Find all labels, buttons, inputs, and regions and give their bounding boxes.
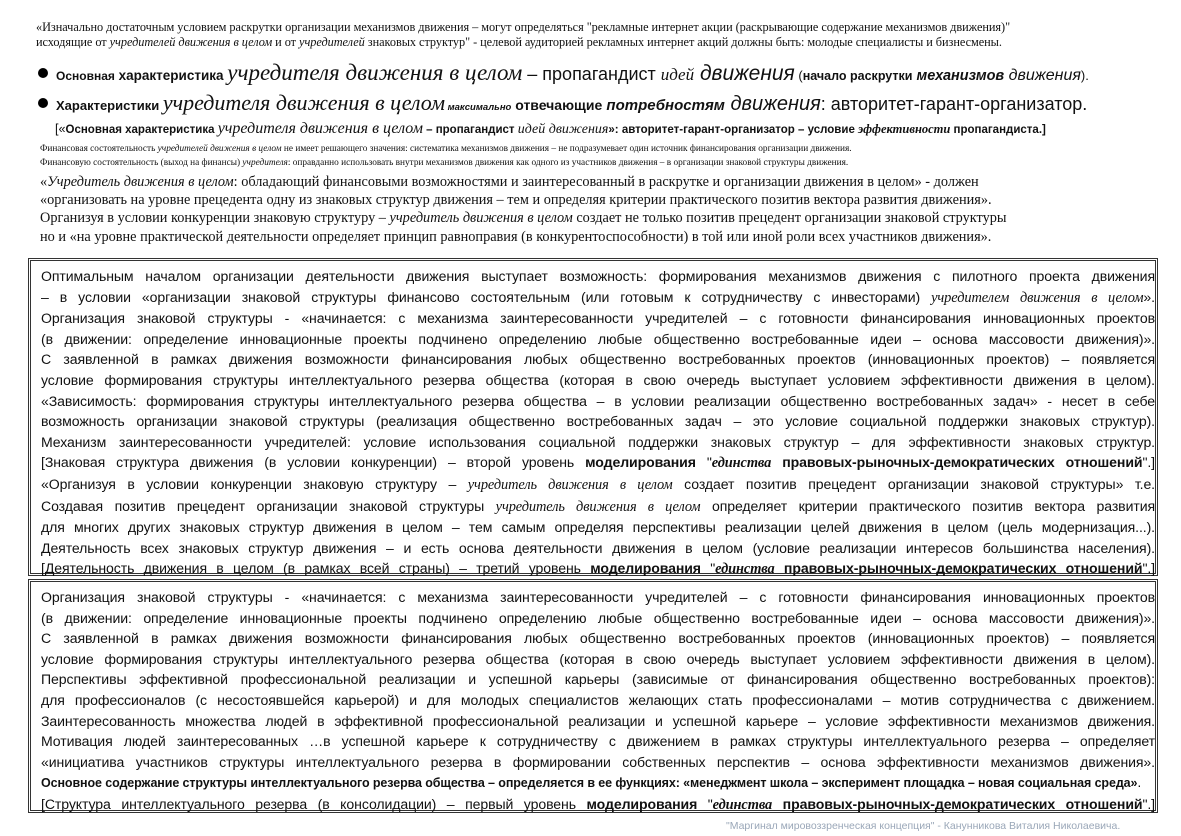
box1-line-10: [Знаковая структура движения (в условии конкуренции) – второй уровень моделирования "единства правовых-рыночных-демократических отношений".] (41, 454, 1155, 472)
box2-line-9: «инициатива участников структуры интеллектуального резерва в формировании собственных перспектив – основа эффективности механизмов движения». (41, 753, 1155, 770)
box1-line-12: Создавая позитив прецедент организации знаковой структуры учредитель движения в целом определяет критерии практического позитив вектора развития (41, 497, 1155, 515)
box1-line-1: Оптимальным началом организации деятельности движения выступает возможность: формирования механизмов движения с пилотного проекта движения (41, 268, 1155, 284)
founder-line-3: Организуя в условии конкуренции знаковую структуру – учредитель движения в целом создает не только позитив прецедент организации знаковой структуры (40, 210, 1007, 227)
bracket-summary: [«Основная характеристика учредителя движения в целом – пропагандист идей движения»: авторитет-гарант-организатор – условие эффективности пропагандиста.] (55, 120, 1046, 137)
box2-line-3: С заявленной в рамках движения возможности финансирования любых общественно востребованных проектов (инновационных проектов) – появляется (41, 630, 1155, 647)
box2-line-1: Организация знаковой структуры - «начинается: с механизма заинтересованности учредителей – с готовности финансирования инновационных проектов (41, 589, 1155, 605)
founder-line-2: «организовать на уровне прецедента одну из знаковых структур движения – тем и определяя критерии практического позитив вектора развития движения». (40, 192, 992, 209)
bullet-characteristics: Характеристики учредителя движения в целом максимально отвечающие потребностям движения: авторитет-гарант-организатор. (38, 90, 1168, 121)
box2-line-8: Мотивация людей заинтересованных …в успешной карьере к сотрудничеству с движением в рамках структуры интеллектуального резерва – определяет (41, 733, 1155, 750)
bullet-main-characteristic: Основная характеристика учредителя движения в целом – пропагандист идей движения (начало раскрутки механизмов движения). (38, 60, 1168, 89)
founder-paragraph (40, 173, 1162, 246)
box1-line-9: Механизм заинтересованности учредителей: условие использования социальной поддержки знаковых структур – для эффективности знаковых структур. (41, 433, 1155, 450)
framed-box-intellectual-reserve (28, 579, 1158, 813)
footer-attribution: "Маргинал мировоззренческая концепция" - Канунникова Виталия Николаевича. (726, 820, 1121, 832)
financial-note-1: Финансовая состоятельность учредителей движения в целом не имеет решающего значения: систематика механизмов движения – не подразумевает один источник финансирования организации движения. (40, 144, 852, 154)
box2-line-2: (в движении: определение инновационные проекты подчинено определению любые общественно востребованные идеи – основа массовости движения)». (41, 609, 1155, 626)
box2-line-6: для профессионалов (с несостоявшейся карьерой) и для молодых специалистов желающих стать профессионалами – мотив сотрудничества с движением. (41, 691, 1155, 708)
box2-line-5: Перспективы эффективной профессиональной реализации и успешной карьеры (зависимые от финансирования общественно востребованных проектов): (41, 671, 1155, 688)
box2-line-4: условие формирования структуры интеллектуального резерва общества (которая в свою очередь выступает условием эффективности движения в целом). (41, 650, 1155, 667)
financial-note-2: Финансовую состоятельность (выход на финансы) учредителя: оправданно использовать внутри механизмов движения как одного из участников движения – в организации знаковой структуры движения. (40, 158, 849, 168)
box1-line-3: Организация знаковой структуры - «начинается: с механизма заинтересованности учредителей – с готовности финансирования инновационных проектов (41, 310, 1155, 327)
box2-line-10: Основное содержание структуры интеллектуального резерва общества – определяется в ее функциях: «менеджмент школа – эксперимент площадка – новая социальная среда». (41, 774, 1142, 791)
box1-line-11: «Организуя в условии конкуренции знаковую структуру – учредитель движения в целом создает позитив прецедент организации знаковой структуры» т.е. (41, 475, 1155, 493)
box1-line-2: – в условии «организации знаковой структуры финансово состоятельным (или готовым к сотрудничеству с инвесторами) учредителем движения в целом». (41, 288, 1155, 306)
box1-line-8: возможность организации знаковой структуры (реализация общественно востребованных задач – это условие социальной поддержки знаковых структур). (41, 413, 1155, 430)
bullet-dot-icon (38, 68, 48, 78)
founder-line-1: «Учредитель движения в целом: обладающий финансовыми возможностями и заинтересованный в раскрутке и организации движения в целом» - должен (40, 174, 979, 190)
founder-line-4: но и «на уровне практической деятельности определяет принцип равноправия (в конкурентоспособности) в той или иной роли всех участников движения». (40, 228, 992, 245)
box1-line-7: «Зависимость: формирования структуры интеллектуального резерва общества – в условии реализации общественно востребованных задач» - несет в себе (41, 392, 1155, 409)
box2-line-7: Заинтересованность множества людей в эффективной профессиональной реализации и успешной карьере – условие эффективности механизмов движения. (41, 712, 1155, 729)
box1-line-13: для многих других знаковых структур движения в целом – тем самым определяя перспективы реализации целей движения в целом (цель модернизация...). (41, 519, 1155, 536)
box1-line-5: С заявленной в рамках движения возможности финансирования любых общественно востребованных проектов (инновационных проектов) – появляется (41, 351, 1155, 368)
bullet-dot-icon (38, 98, 48, 108)
intro-line-1: «Изначально достаточным условием раскрутки организации механизмов движения – могут определяться "рекламные интернет акции (раскрывающие содержание механизмов движения)" (36, 20, 1011, 34)
box1-line-14: Деятельность всех знаковых структур движения – и есть основа деятельности движения в целом (условие реализации интересов большинства населения). (41, 539, 1155, 556)
box1-line-15: [Деятельность движения в целом (в рамках всей страны) – третий уровень моделирования "единства правовых-рыночных-демократических отношений".] (41, 560, 1155, 578)
framed-box-sign-structure (28, 258, 1158, 576)
box2-line-11: [Структура интеллектуального резерва (в консолидации) – первый уровень моделирования "единства правовых-рыночных-демократических отношений".] (41, 795, 1155, 813)
box1-line-4: (в движении: определение инновационные проекты подчинено определению любые общественно востребованные идеи – основа массовости движения)». (41, 330, 1155, 347)
intro-text (36, 20, 1156, 50)
box1-line-6: условие формирования структуры интеллектуального резерва общества (которая в свою очередь выступает условием эффективности движения в целом). (41, 371, 1155, 388)
intro-line-2: исходящие от учредителей движения в целом и от учредителей знаковых структур" - целевой аудиторией рекламных интернет акций должны быть: молодые специалисты и бизнесмены. (36, 35, 1002, 49)
